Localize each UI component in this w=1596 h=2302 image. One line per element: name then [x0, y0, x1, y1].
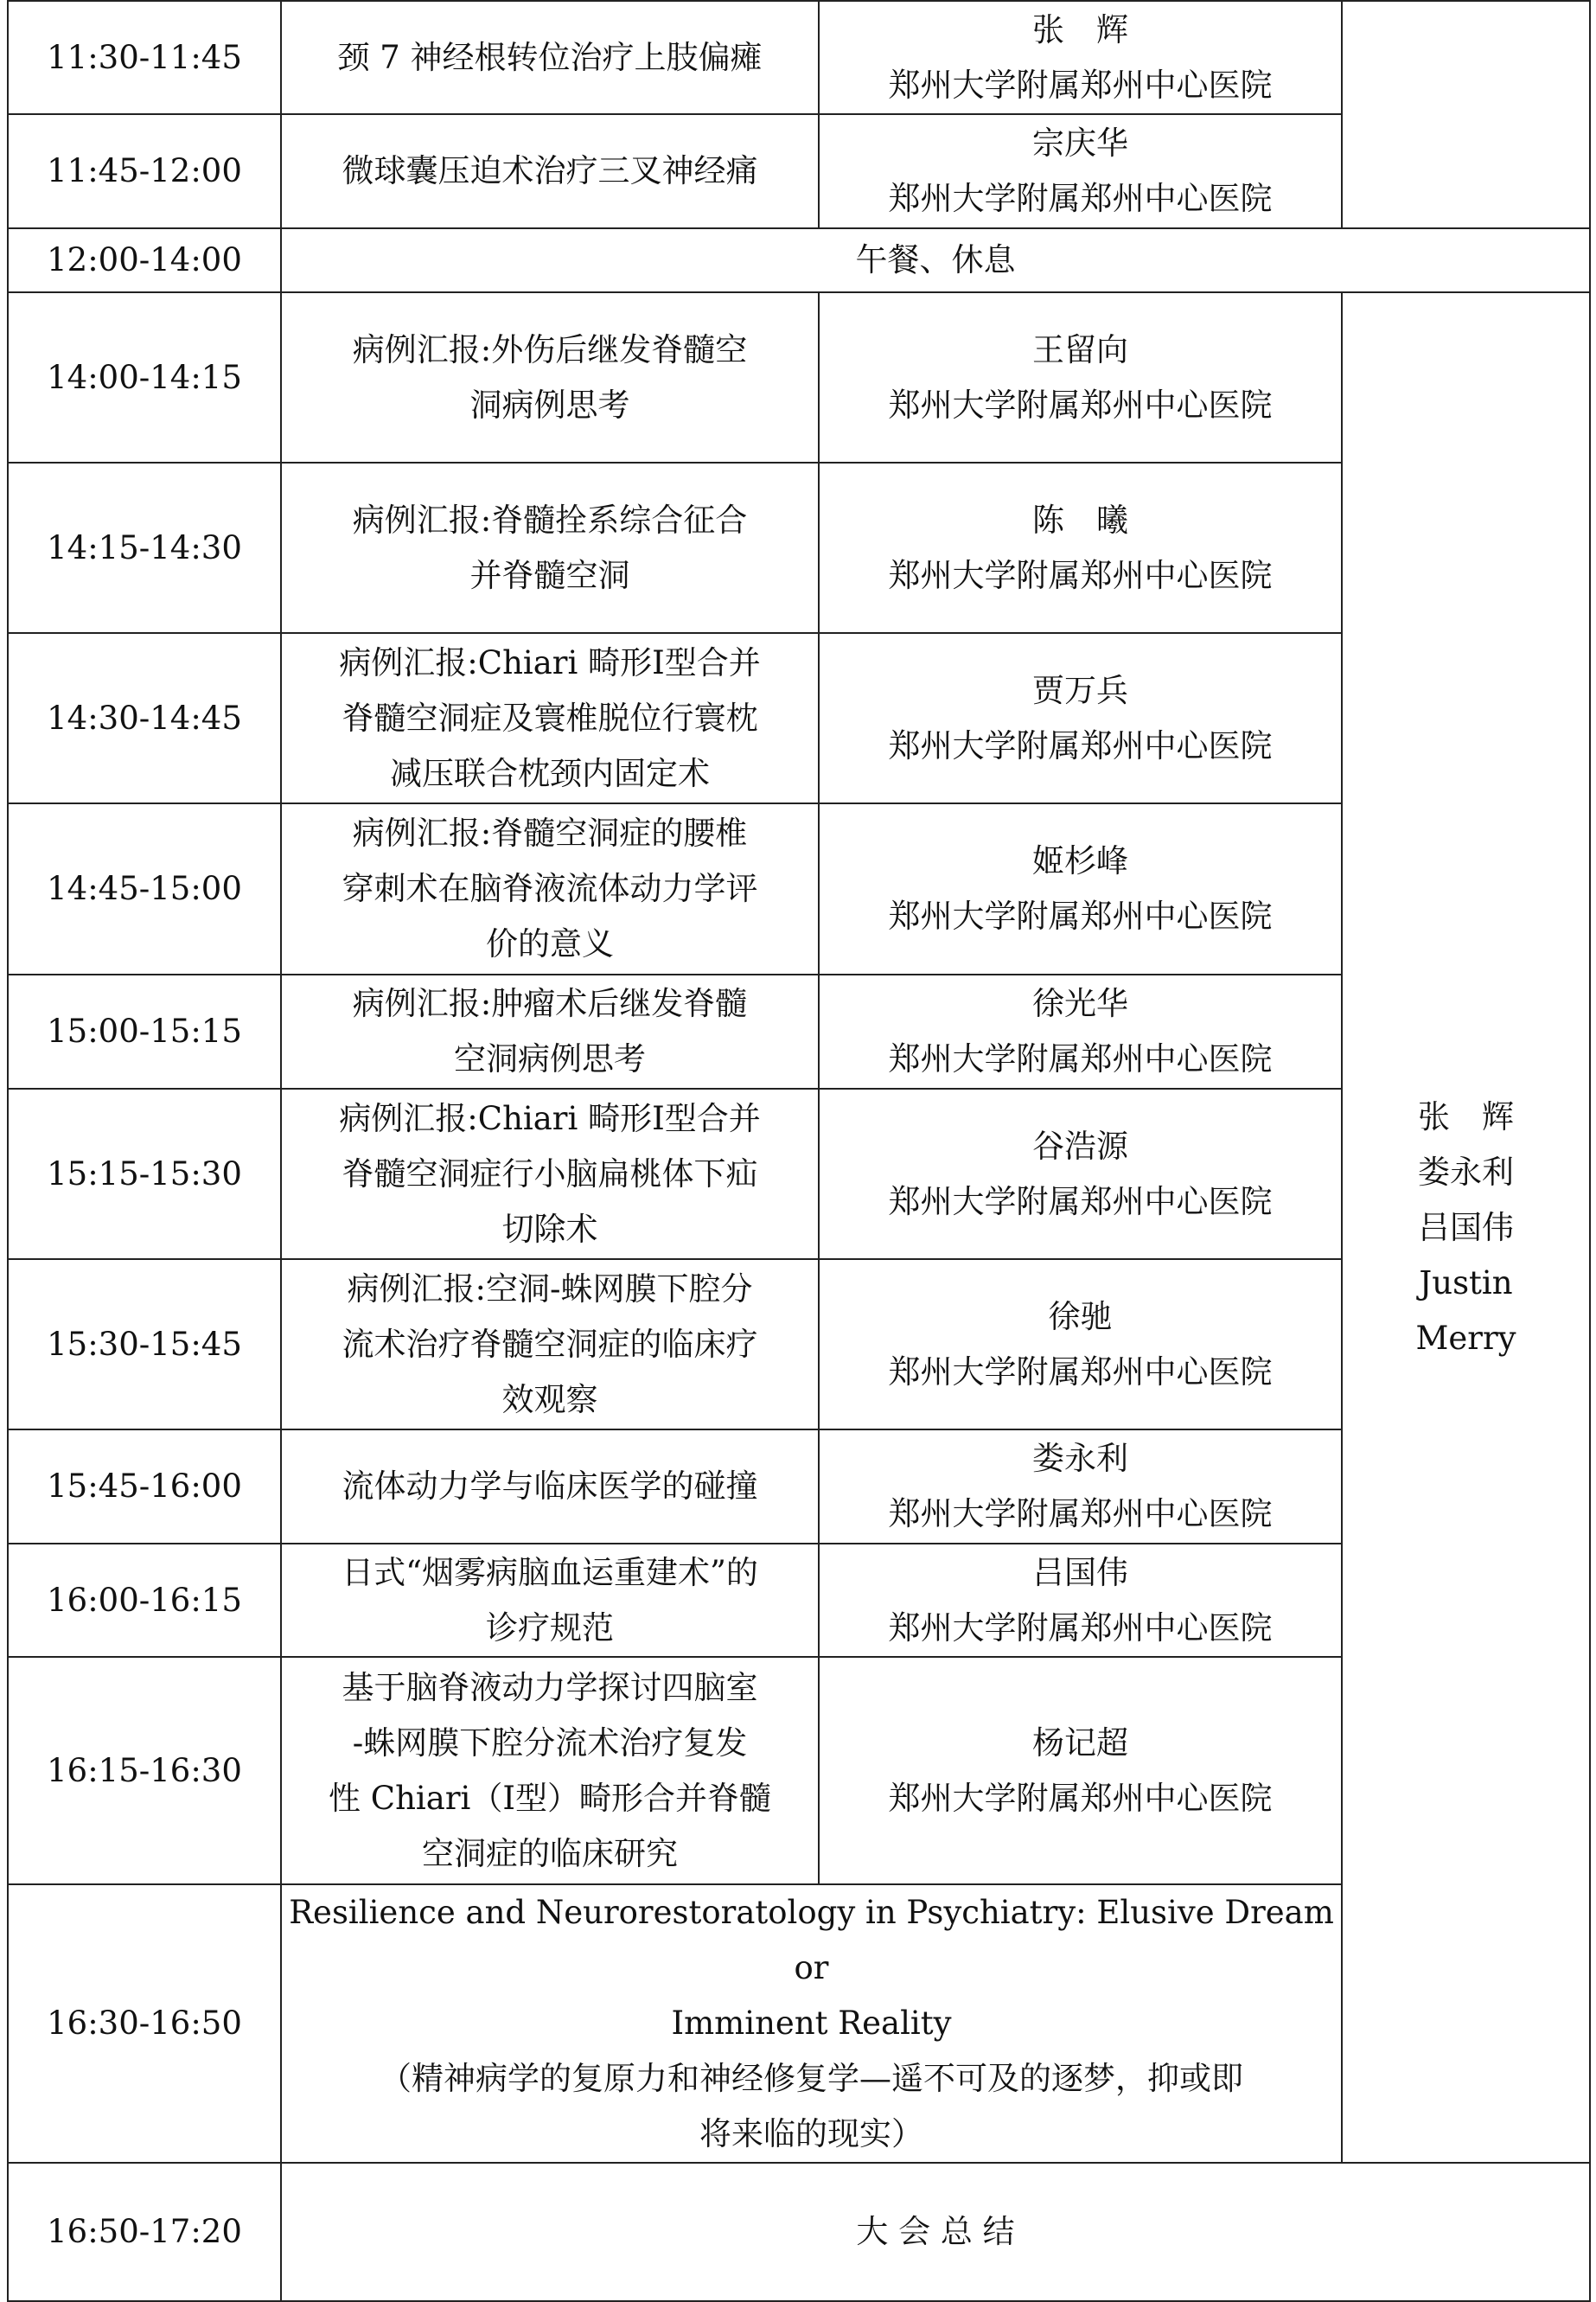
time-cell: 15:45-16:00 [8, 1429, 281, 1544]
speaker-cell: 徐驰 郑州大学附属郑州中心医院 [819, 1259, 1342, 1429]
time-cell: 16:30-16:50 [8, 1884, 281, 2163]
speaker-cell: 谷浩源 郑州大学附属郑州中心医院 [819, 1089, 1342, 1259]
break-cell: 午餐、休息 [281, 228, 1590, 292]
time-cell: 15:15-15:30 [8, 1089, 281, 1259]
topic-cell: 病例汇报:Chiari 畸形I型合并 脊髓空洞症行小脑扁桃体下疝 切除术 [281, 1089, 819, 1259]
speaker-cell: 姬杉峰 郑州大学附属郑州中心医院 [819, 803, 1342, 975]
speaker-cell: 娄永利 郑州大学附属郑州中心医院 [819, 1429, 1342, 1544]
time-cell: 11:45-12:00 [8, 114, 281, 228]
time-cell: 14:45-15:00 [8, 803, 281, 975]
chair-cell-empty [1342, 1, 1590, 228]
topic-cell: 基于脑脊液动力学探讨四脑室 -蛛网膜下腔分流术治疗复发 性 Chiari（I型）畸形合并脊髓 空洞症的临床研究 [281, 1657, 819, 1884]
topic-cell: 病例汇报:脊髓空洞症的腰椎 穿刺术在脑脊液流体动力学评 价的意义 [281, 803, 819, 975]
speaker-cell: 王留向 郑州大学附属郑州中心医院 [819, 292, 1342, 463]
time-cell: 16:50-17:20 [8, 2163, 281, 2301]
topic-cell: 流体动力学与临床医学的碰撞 [281, 1429, 819, 1544]
time-cell: 11:30-11:45 [8, 1, 281, 114]
topic-cell: 病例汇报:Chiari 畸形I型合并 脊髓空洞症及寰椎脱位行寰枕 减压联合枕颈内固定术 [281, 633, 819, 803]
schedule-table [7, 0, 1591, 2302]
time-cell: 16:15-16:30 [8, 1657, 281, 1884]
topic-cell: 微球囊压迫术治疗三叉神经痛 [281, 114, 819, 228]
speaker-cell: 吕国伟 郑州大学附属郑州中心医院 [819, 1544, 1342, 1657]
speaker-cell: 徐光华 郑州大学附属郑州中心医院 [819, 975, 1342, 1089]
time-cell: 14:15-14:30 [8, 463, 281, 633]
topic-cell: 病例汇报:外伤后继发脊髓空 洞病例思考 [281, 292, 819, 463]
time-cell: 15:00-15:15 [8, 975, 281, 1089]
speaker-cell: 贾万兵 郑州大学附属郑州中心医院 [819, 633, 1342, 803]
topic-cell: 日式“烟雾病脑血运重建术”的 诊疗规范 [281, 1544, 819, 1657]
keynote-cell: Resilience and Neurorestoratology in Psychiatry: Elusive Dream or Imminent Reality （精神病学的复原力和神经修复学—遥不可及的逐梦，抑或即 将来临的现实） [281, 1884, 1342, 2163]
chair-cell: 张 辉 娄永利 吕国伟 Justin Merry [1342, 292, 1590, 2163]
topic-cell: 病例汇报:肿瘤术后继发脊髓 空洞病例思考 [281, 975, 819, 1089]
time-cell: 12:00-14:00 [8, 228, 281, 292]
speaker-cell: 杨记超 郑州大学附属郑州中心医院 [819, 1657, 1342, 1884]
topic-cell: 颈 7 神经根转位治疗上肢偏瘫 [281, 1, 819, 114]
speaker-cell: 宗庆华 郑州大学附属郑州中心医院 [819, 114, 1342, 228]
time-cell: 14:30-14:45 [8, 633, 281, 803]
time-cell: 14:00-14:15 [8, 292, 281, 463]
table-row [8, 292, 1590, 463]
speaker-cell: 张 辉 郑州大学附属郑州中心医院 [819, 1, 1342, 114]
topic-cell: 病例汇报:空洞-蛛网膜下腔分 流术治疗脊髓空洞症的临床疗 效观察 [281, 1259, 819, 1429]
table-row [8, 228, 1590, 292]
time-cell: 15:30-15:45 [8, 1259, 281, 1429]
table-row [8, 1, 1590, 114]
time-cell: 16:00-16:15 [8, 1544, 281, 1657]
topic-cell: 病例汇报:脊髓拴系综合征合 并脊髓空洞 [281, 463, 819, 633]
speaker-cell: 陈 曦 郑州大学附属郑州中心医院 [819, 463, 1342, 633]
table-row [8, 2163, 1590, 2301]
closing-cell: 大 会 总 结 [281, 2163, 1590, 2301]
